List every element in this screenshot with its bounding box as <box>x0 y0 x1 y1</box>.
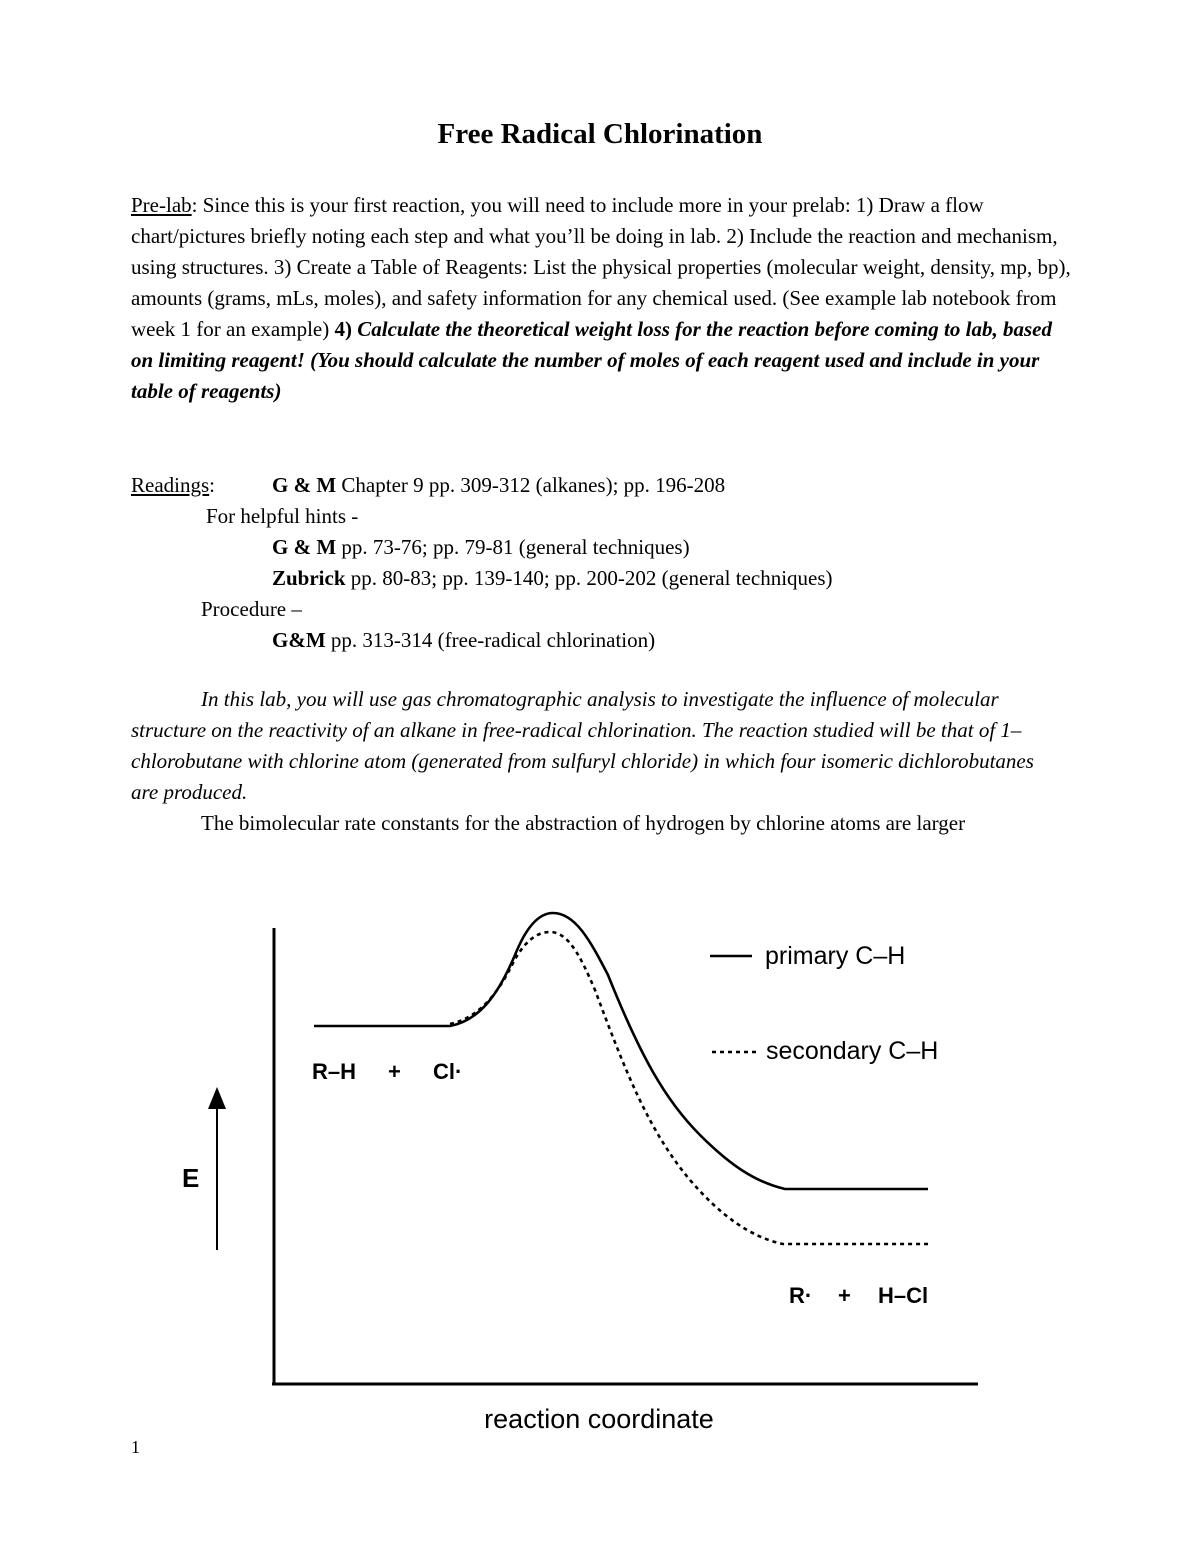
product-r-label: R· <box>789 1283 813 1308</box>
reactant-plus-label: + <box>388 1059 401 1084</box>
hint1-bold: G & M <box>272 535 337 559</box>
hint2-text: pp. 80-83; pp. 139-140; pp. 200-202 (general techniques) <box>345 566 833 590</box>
prelab-step4-number: 4) <box>334 317 352 341</box>
page-number: 1 <box>131 1437 140 1457</box>
y-axis-label: E <box>182 1163 200 1193</box>
intro-italic: In this lab, you will use gas chromatographic analysis to investigate the influence of molecular structure on the reactivity of an alkane in free-radical chlorination. The reaction studied will be that of 1–chlorobutane with chlorine atom (generated from sulfuryl chloride) in which four isomeric dichlorobutanes are produced. <box>131 687 1034 804</box>
prelab-label: Pre-lab <box>131 193 192 217</box>
energy-arrowhead <box>208 1087 226 1109</box>
product-plus-label: + <box>838 1283 851 1308</box>
hint1-text: pp. 73-76; pp. 79-81 (general techniques) <box>336 535 690 559</box>
intro-continuation: The bimolecular rate constants for the abstraction of hydrogen by chlorine atoms are larger <box>201 811 966 835</box>
procedure-bold: G&M <box>272 628 326 652</box>
prelab-text: : Since this is your first reaction, you will need to include more in your prelab: 1) Draw a flow chart/pictures briefly noting each step and what you’ll be doing in lab. 2) Include the reaction and mechanism, using structures. 3) Create a Table of Reagents: List the physical properties (molecular weight, density, mp, bp), amounts (grams, mLs, moles), and safety information for any chemical used. (See example lab notebook from week 1 for an example) <box>131 193 1071 341</box>
hint2-bold: Zubrick <box>272 566 346 590</box>
x-axis-label: reaction coordinate <box>484 1404 714 1434</box>
product-hcl-label: H–Cl <box>878 1283 929 1308</box>
readings-label: Readings <box>131 473 210 497</box>
readings-line1-bold: G & M <box>272 473 337 497</box>
prelab-step4-text: Calculate the theoretical weight loss for the reaction before coming to lab, based on limiting reagent! (You should calculate the number of moles of each reagent used and include in your table of reagents) <box>131 317 1052 403</box>
procedure-text: pp. 313-314 (free-radical chlorination) <box>325 628 656 652</box>
legend-secondary-label: secondary C–H <box>766 1037 939 1065</box>
reactant-rh-label: R–H <box>312 1059 357 1084</box>
legend-primary-label: primary C–H <box>765 942 906 970</box>
readings-label-suffix: : <box>209 473 215 497</box>
hints-header: For helpful hints - <box>206 504 359 528</box>
readings-line1-text: Chapter 9 pp. 309-312 (alkanes); pp. 196-208 <box>336 473 726 497</box>
reactant-cl-label: Cl· <box>433 1059 463 1084</box>
secondary-ch-curve <box>450 932 928 1244</box>
procedure-header: Procedure – <box>201 597 302 621</box>
page-title: Free Radical Chlorination <box>437 118 763 150</box>
